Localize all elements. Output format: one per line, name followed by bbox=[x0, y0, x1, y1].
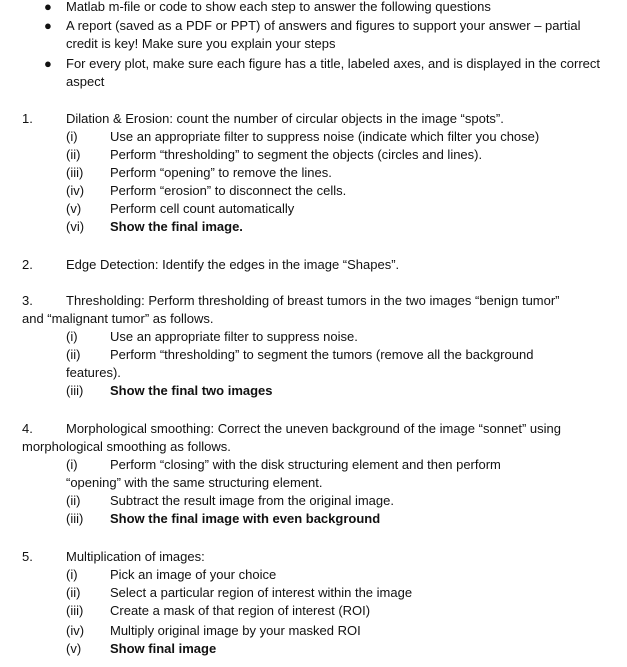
sub-item-text-continued: features). bbox=[66, 365, 121, 380]
sub-item-text: Use an appropriate filter to suppress noise (indicate which filter you chose) bbox=[110, 129, 540, 144]
sub-item-label: (iii) bbox=[66, 603, 84, 618]
sub-item-text: Perform “erosion” to disconnect the cells. bbox=[110, 183, 347, 198]
sub-item-text: Perform “opening” to remove the lines. bbox=[110, 165, 332, 180]
sub-item-label: (i) bbox=[66, 329, 78, 344]
sub-item-text: Perform “closing” with the disk structuring element and then perform bbox=[110, 457, 501, 472]
sub-item-label: (ii) bbox=[66, 347, 81, 362]
sub-item-label: (v) bbox=[66, 201, 82, 216]
sub-item-label: (i) bbox=[66, 129, 78, 144]
question-number: 5. bbox=[22, 549, 33, 564]
sub-item-text: Subtract the result image from the original image. bbox=[110, 493, 394, 508]
sub-item-text: Show the final image. bbox=[110, 219, 243, 234]
bullet-text: A report (saved as a PDF or PPT) of answers and figures to support your answer – partial credit is key! Make sure you explain your steps bbox=[66, 18, 581, 51]
question-number: 1. bbox=[22, 111, 33, 126]
sub-item-text: Perform “thresholding” to segment the objects (circles and lines). bbox=[110, 147, 483, 162]
bullet-text: For every plot, make sure each figure has a title, labeled axes, and is displayed in the correct aspect bbox=[66, 56, 601, 89]
sub-item-text: Show the final two images bbox=[110, 383, 273, 398]
question-number: 2. bbox=[22, 257, 33, 272]
sub-item-label: (iii) bbox=[66, 383, 84, 398]
sub-item-text: Perform cell count automatically bbox=[110, 201, 295, 216]
question-title: Edge Detection: Identify the edges in the image “Shapes”. bbox=[66, 257, 400, 272]
sub-item-label: (iii) bbox=[66, 511, 84, 526]
sub-item-text: Select a particular region of interest within the image bbox=[110, 585, 413, 600]
sub-item-text: Show final image bbox=[110, 641, 217, 656]
question-title-continued: morphological smoothing as follows. bbox=[22, 439, 231, 454]
question-number: 4. bbox=[22, 421, 33, 436]
sub-item-text: Create a mask of that region of interest (ROI) bbox=[110, 603, 371, 618]
question-title: Multiplication of images: bbox=[66, 549, 205, 564]
sub-item-label: (iv) bbox=[66, 623, 85, 638]
sub-item-label: (ii) bbox=[66, 493, 81, 508]
sub-item-label: (vi) bbox=[66, 219, 85, 234]
sub-item-text: Show the final image with even background bbox=[110, 511, 381, 526]
bullet-dot-icon: ● bbox=[44, 18, 52, 33]
sub-item-label: (i) bbox=[66, 457, 78, 472]
sub-item-label: (iii) bbox=[66, 165, 84, 180]
sub-item-text: Multiply original image by your masked ROI bbox=[110, 623, 361, 638]
bullet-dot-icon: ● bbox=[44, 0, 52, 14]
sub-item-label: (i) bbox=[66, 567, 78, 582]
sub-item-text: Perform “thresholding” to segment the tumors (remove all the background bbox=[110, 347, 534, 362]
sub-item-text-continued: “opening” with the same structuring element. bbox=[66, 475, 323, 490]
sub-item-label: (v) bbox=[66, 641, 82, 656]
bullet-text: Matlab m-file or code to show each step to answer the following questions bbox=[66, 0, 491, 14]
sub-item-text: Pick an image of your choice bbox=[110, 567, 277, 582]
sub-item-text: Use an appropriate filter to suppress noise. bbox=[110, 329, 358, 344]
question-title: Dilation & Erosion: count the number of circular objects in the image “spots”. bbox=[66, 111, 504, 126]
sub-item-label: (iv) bbox=[66, 183, 85, 198]
question-title-continued: and “malignant tumor” as follows. bbox=[22, 311, 214, 326]
sub-item-label: (ii) bbox=[66, 585, 81, 600]
question-title: Thresholding: Perform thresholding of breast tumors in the two images “benign tumor” bbox=[66, 293, 560, 308]
question-title: Morphological smoothing: Correct the uneven background of the image “sonnet” using bbox=[66, 421, 562, 436]
bullet-dot-icon: ● bbox=[44, 56, 52, 71]
sub-item-label: (ii) bbox=[66, 147, 81, 162]
question-number: 3. bbox=[22, 293, 33, 308]
